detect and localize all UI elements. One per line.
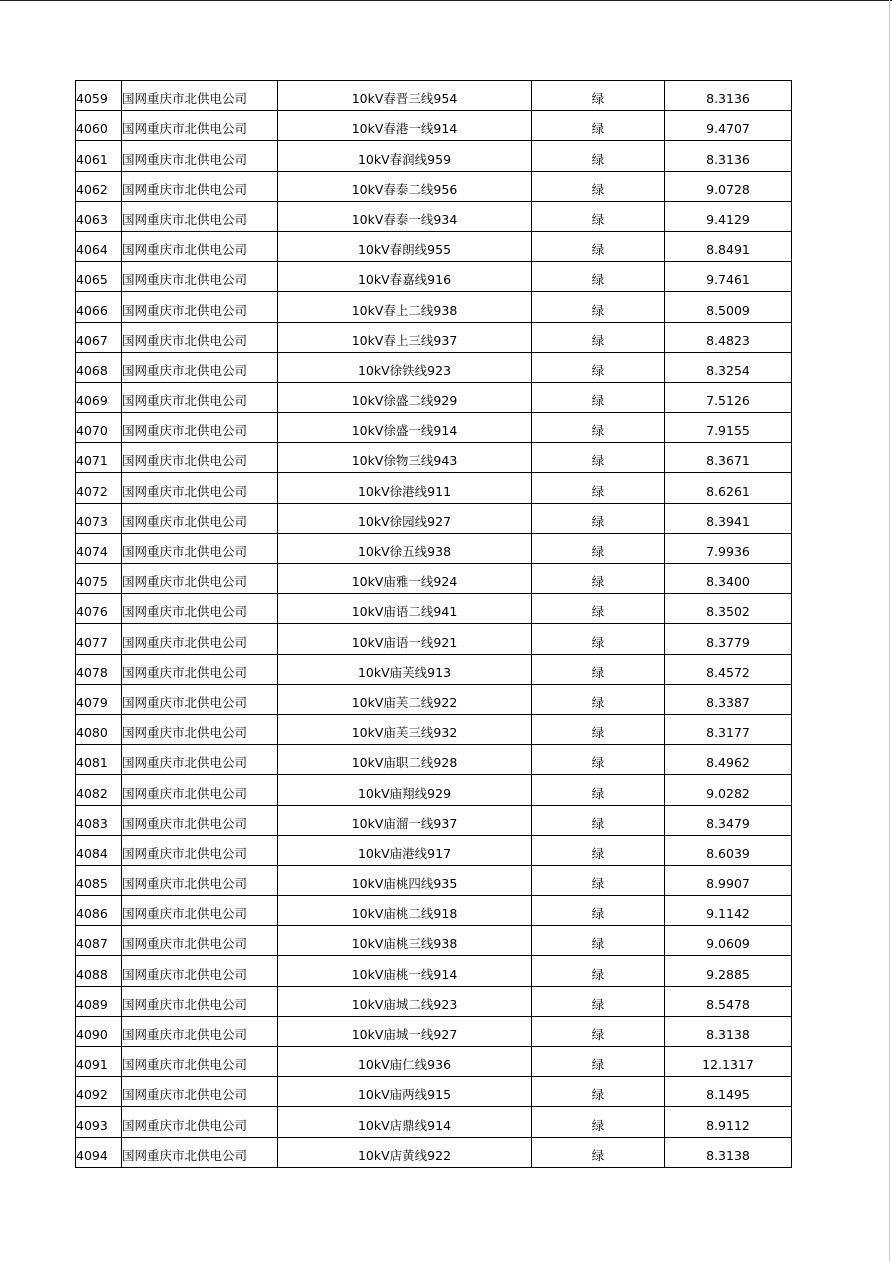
row-number-cell: 4064 bbox=[76, 231, 122, 261]
company-cell: 国网重庆市北供电公司 bbox=[122, 201, 278, 231]
table-row bbox=[76, 262, 792, 292]
line-name-cell: 10kV徐物三线943 bbox=[278, 443, 532, 473]
row-number-cell: 4071 bbox=[76, 443, 122, 473]
table-row bbox=[76, 382, 792, 412]
company-cell: 国网重庆市北供电公司 bbox=[122, 684, 278, 714]
value-cell: 9.7461 bbox=[665, 262, 792, 292]
status-cell: 绿 bbox=[532, 171, 665, 201]
table-row bbox=[76, 352, 792, 382]
value-cell: 8.4572 bbox=[665, 654, 792, 684]
line-name-cell: 10kV徐盛一线914 bbox=[278, 413, 532, 443]
row-number-cell: 4061 bbox=[76, 141, 122, 171]
row-number-cell: 4060 bbox=[76, 111, 122, 141]
status-cell: 绿 bbox=[532, 926, 665, 956]
value-cell: 9.0609 bbox=[665, 926, 792, 956]
table-row bbox=[76, 443, 792, 473]
status-cell: 绿 bbox=[532, 503, 665, 533]
company-cell: 国网重庆市北供电公司 bbox=[122, 1077, 278, 1107]
row-number-cell: 4065 bbox=[76, 262, 122, 292]
company-cell: 国网重庆市北供电公司 bbox=[122, 775, 278, 805]
status-cell: 绿 bbox=[532, 231, 665, 261]
line-name-cell: 10kV春润线959 bbox=[278, 141, 532, 171]
table-row bbox=[76, 805, 792, 835]
company-cell: 国网重庆市北供电公司 bbox=[122, 805, 278, 835]
status-cell: 绿 bbox=[532, 352, 665, 382]
row-number-cell: 4069 bbox=[76, 382, 122, 412]
status-cell: 绿 bbox=[532, 594, 665, 624]
row-number-cell: 4090 bbox=[76, 1016, 122, 1046]
row-number-cell: 4083 bbox=[76, 805, 122, 835]
status-cell: 绿 bbox=[532, 865, 665, 895]
value-cell: 8.3779 bbox=[665, 624, 792, 654]
value-cell: 8.3400 bbox=[665, 564, 792, 594]
company-cell: 国网重庆市北供电公司 bbox=[122, 624, 278, 654]
company-cell: 国网重庆市北供电公司 bbox=[122, 473, 278, 503]
company-cell: 国网重庆市北供电公司 bbox=[122, 322, 278, 352]
company-cell: 国网重庆市北供电公司 bbox=[122, 714, 278, 744]
table-row bbox=[76, 865, 792, 895]
status-cell: 绿 bbox=[532, 1137, 665, 1167]
value-cell: 8.3136 bbox=[665, 81, 792, 111]
company-cell: 国网重庆市北供电公司 bbox=[122, 111, 278, 141]
table-row bbox=[76, 81, 792, 111]
line-name-cell: 10kV春晋三线954 bbox=[278, 81, 532, 111]
line-name-cell: 10kV徐港线911 bbox=[278, 473, 532, 503]
status-cell: 绿 bbox=[532, 292, 665, 322]
status-cell: 绿 bbox=[532, 745, 665, 775]
row-number-cell: 4078 bbox=[76, 654, 122, 684]
company-cell: 国网重庆市北供电公司 bbox=[122, 1016, 278, 1046]
row-number-cell: 4059 bbox=[76, 81, 122, 111]
value-cell: 9.0282 bbox=[665, 775, 792, 805]
table-row bbox=[76, 322, 792, 352]
table-row bbox=[76, 1107, 792, 1137]
value-cell: 8.3138 bbox=[665, 1016, 792, 1046]
table-row bbox=[76, 141, 792, 171]
value-cell: 8.4962 bbox=[665, 745, 792, 775]
company-cell: 国网重庆市北供电公司 bbox=[122, 533, 278, 563]
table-row bbox=[76, 1016, 792, 1046]
company-cell: 国网重庆市北供电公司 bbox=[122, 956, 278, 986]
table-row bbox=[76, 171, 792, 201]
row-number-cell: 4092 bbox=[76, 1077, 122, 1107]
row-number-cell: 4067 bbox=[76, 322, 122, 352]
table-row bbox=[76, 775, 792, 805]
company-cell: 国网重庆市北供电公司 bbox=[122, 443, 278, 473]
status-cell: 绿 bbox=[532, 1107, 665, 1137]
line-name-cell: 10kV庙桃一线914 bbox=[278, 956, 532, 986]
value-cell: 8.3941 bbox=[665, 503, 792, 533]
line-name-cell: 10kV庙芙三线932 bbox=[278, 714, 532, 744]
status-cell: 绿 bbox=[532, 835, 665, 865]
row-number-cell: 4094 bbox=[76, 1137, 122, 1167]
row-number-cell: 4093 bbox=[76, 1107, 122, 1137]
value-cell: 7.5126 bbox=[665, 382, 792, 412]
status-cell: 绿 bbox=[532, 201, 665, 231]
value-cell: 8.3254 bbox=[665, 352, 792, 382]
line-name-cell: 10kV庙桃四线935 bbox=[278, 865, 532, 895]
status-cell: 绿 bbox=[532, 141, 665, 171]
table-body bbox=[76, 81, 792, 1168]
row-number-cell: 4070 bbox=[76, 413, 122, 443]
status-cell: 绿 bbox=[532, 775, 665, 805]
line-name-cell: 10kV春上三线937 bbox=[278, 322, 532, 352]
line-name-cell: 10kV庙语二线941 bbox=[278, 594, 532, 624]
table-row bbox=[76, 714, 792, 744]
row-number-cell: 4091 bbox=[76, 1047, 122, 1077]
table-row bbox=[76, 684, 792, 714]
company-cell: 国网重庆市北供电公司 bbox=[122, 81, 278, 111]
row-number-cell: 4077 bbox=[76, 624, 122, 654]
table-row bbox=[76, 111, 792, 141]
company-cell: 国网重庆市北供电公司 bbox=[122, 564, 278, 594]
status-cell: 绿 bbox=[532, 1016, 665, 1046]
status-cell: 绿 bbox=[532, 473, 665, 503]
value-cell: 8.8491 bbox=[665, 231, 792, 261]
row-number-cell: 4072 bbox=[76, 473, 122, 503]
row-number-cell: 4087 bbox=[76, 926, 122, 956]
line-name-cell: 10kV庙桃二线918 bbox=[278, 896, 532, 926]
table-row bbox=[76, 503, 792, 533]
line-name-cell: 10kV庙两线915 bbox=[278, 1077, 532, 1107]
status-cell: 绿 bbox=[532, 533, 665, 563]
company-cell: 国网重庆市北供电公司 bbox=[122, 171, 278, 201]
company-cell: 国网重庆市北供电公司 bbox=[122, 865, 278, 895]
row-number-cell: 4089 bbox=[76, 986, 122, 1016]
row-number-cell: 4075 bbox=[76, 564, 122, 594]
line-name-cell: 10kV春嘉线916 bbox=[278, 262, 532, 292]
status-cell: 绿 bbox=[532, 684, 665, 714]
row-number-cell: 4068 bbox=[76, 352, 122, 382]
value-cell: 8.3177 bbox=[665, 714, 792, 744]
row-number-cell: 4073 bbox=[76, 503, 122, 533]
line-name-cell: 10kV庙雅一线924 bbox=[278, 564, 532, 594]
line-name-cell: 10kV庙芙线913 bbox=[278, 654, 532, 684]
value-cell: 8.9112 bbox=[665, 1107, 792, 1137]
status-cell: 绿 bbox=[532, 624, 665, 654]
value-cell: 9.1142 bbox=[665, 896, 792, 926]
status-cell: 绿 bbox=[532, 896, 665, 926]
line-name-cell: 10kV店黄线922 bbox=[278, 1137, 532, 1167]
company-cell: 国网重庆市北供电公司 bbox=[122, 1137, 278, 1167]
value-cell: 7.9936 bbox=[665, 533, 792, 563]
company-cell: 国网重庆市北供电公司 bbox=[122, 986, 278, 1016]
company-cell: 国网重庆市北供电公司 bbox=[122, 231, 278, 261]
status-cell: 绿 bbox=[532, 382, 665, 412]
value-cell: 8.9907 bbox=[665, 865, 792, 895]
status-cell: 绿 bbox=[532, 714, 665, 744]
status-cell: 绿 bbox=[532, 322, 665, 352]
line-name-cell: 10kV庙翔线929 bbox=[278, 775, 532, 805]
value-cell: 9.4129 bbox=[665, 201, 792, 231]
value-cell: 8.3136 bbox=[665, 141, 792, 171]
row-number-cell: 4076 bbox=[76, 594, 122, 624]
line-name-cell: 10kV庙城二线923 bbox=[278, 986, 532, 1016]
page-right-edge bbox=[889, 0, 890, 1262]
table-row bbox=[76, 1047, 792, 1077]
line-name-cell: 10kV店鼎线914 bbox=[278, 1107, 532, 1137]
table-row bbox=[76, 231, 792, 261]
row-number-cell: 4081 bbox=[76, 745, 122, 775]
company-cell: 国网重庆市北供电公司 bbox=[122, 594, 278, 624]
value-cell: 8.3387 bbox=[665, 684, 792, 714]
company-cell: 国网重庆市北供电公司 bbox=[122, 835, 278, 865]
value-cell: 12.1317 bbox=[665, 1047, 792, 1077]
status-cell: 绿 bbox=[532, 262, 665, 292]
status-cell: 绿 bbox=[532, 1077, 665, 1107]
table-row bbox=[76, 413, 792, 443]
company-cell: 国网重庆市北供电公司 bbox=[122, 654, 278, 684]
line-name-cell: 10kV庙职二线928 bbox=[278, 745, 532, 775]
line-name-cell: 10kV庙港线917 bbox=[278, 835, 532, 865]
status-cell: 绿 bbox=[532, 111, 665, 141]
line-name-cell: 10kV春港一线914 bbox=[278, 111, 532, 141]
company-cell: 国网重庆市北供电公司 bbox=[122, 896, 278, 926]
line-name-cell: 10kV庙芙二线922 bbox=[278, 684, 532, 714]
row-number-cell: 4082 bbox=[76, 775, 122, 805]
company-cell: 国网重庆市北供电公司 bbox=[122, 745, 278, 775]
value-cell: 8.3479 bbox=[665, 805, 792, 835]
row-number-cell: 4079 bbox=[76, 684, 122, 714]
value-cell: 7.9155 bbox=[665, 413, 792, 443]
company-cell: 国网重庆市北供电公司 bbox=[122, 503, 278, 533]
status-cell: 绿 bbox=[532, 986, 665, 1016]
value-cell: 8.3138 bbox=[665, 1137, 792, 1167]
value-cell: 8.3502 bbox=[665, 594, 792, 624]
page-top-border bbox=[0, 0, 892, 1]
company-cell: 国网重庆市北供电公司 bbox=[122, 141, 278, 171]
company-cell: 国网重庆市北供电公司 bbox=[122, 1107, 278, 1137]
value-cell: 8.6261 bbox=[665, 473, 792, 503]
table-row bbox=[76, 533, 792, 563]
company-cell: 国网重庆市北供电公司 bbox=[122, 292, 278, 322]
value-cell: 8.1495 bbox=[665, 1077, 792, 1107]
line-name-cell: 10kV庙城一线927 bbox=[278, 1016, 532, 1046]
table-row bbox=[76, 896, 792, 926]
line-name-cell: 10kV春泰一线934 bbox=[278, 201, 532, 231]
line-name-cell: 10kV徐五线938 bbox=[278, 533, 532, 563]
table-row bbox=[76, 745, 792, 775]
line-name-cell: 10kV徐铁线923 bbox=[278, 352, 532, 382]
status-cell: 绿 bbox=[532, 81, 665, 111]
status-cell: 绿 bbox=[532, 413, 665, 443]
row-number-cell: 4062 bbox=[76, 171, 122, 201]
table-row bbox=[76, 564, 792, 594]
status-cell: 绿 bbox=[532, 443, 665, 473]
table-row bbox=[76, 1137, 792, 1167]
table-row bbox=[76, 201, 792, 231]
value-cell: 8.3671 bbox=[665, 443, 792, 473]
line-name-cell: 10kV庙桃三线938 bbox=[278, 926, 532, 956]
company-cell: 国网重庆市北供电公司 bbox=[122, 262, 278, 292]
table-row bbox=[76, 292, 792, 322]
table-row bbox=[76, 594, 792, 624]
line-name-cell: 10kV春上二线938 bbox=[278, 292, 532, 322]
row-number-cell: 4088 bbox=[76, 956, 122, 986]
table-row bbox=[76, 986, 792, 1016]
value-cell: 8.5478 bbox=[665, 986, 792, 1016]
status-cell: 绿 bbox=[532, 564, 665, 594]
row-number-cell: 4085 bbox=[76, 865, 122, 895]
company-cell: 国网重庆市北供电公司 bbox=[122, 1047, 278, 1077]
company-cell: 国网重庆市北供电公司 bbox=[122, 352, 278, 382]
table-row bbox=[76, 473, 792, 503]
status-cell: 绿 bbox=[532, 805, 665, 835]
status-cell: 绿 bbox=[532, 654, 665, 684]
line-name-cell: 10kV春朗线955 bbox=[278, 231, 532, 261]
status-cell: 绿 bbox=[532, 956, 665, 986]
company-cell: 国网重庆市北供电公司 bbox=[122, 926, 278, 956]
data-table bbox=[75, 80, 792, 1168]
value-cell: 8.6039 bbox=[665, 835, 792, 865]
row-number-cell: 4066 bbox=[76, 292, 122, 322]
table-row bbox=[76, 624, 792, 654]
company-cell: 国网重庆市北供电公司 bbox=[122, 382, 278, 412]
status-cell: 绿 bbox=[532, 1047, 665, 1077]
line-name-cell: 10kV庙溜一线937 bbox=[278, 805, 532, 835]
value-cell: 8.5009 bbox=[665, 292, 792, 322]
value-cell: 8.4823 bbox=[665, 322, 792, 352]
table-row bbox=[76, 926, 792, 956]
table-row bbox=[76, 956, 792, 986]
company-cell: 国网重庆市北供电公司 bbox=[122, 413, 278, 443]
table-row bbox=[76, 654, 792, 684]
row-number-cell: 4084 bbox=[76, 835, 122, 865]
value-cell: 9.2885 bbox=[665, 956, 792, 986]
line-name-cell: 10kV庙仁线936 bbox=[278, 1047, 532, 1077]
table-row bbox=[76, 1077, 792, 1107]
row-number-cell: 4080 bbox=[76, 714, 122, 744]
row-number-cell: 4086 bbox=[76, 896, 122, 926]
line-name-cell: 10kV徐园线927 bbox=[278, 503, 532, 533]
row-number-cell: 4063 bbox=[76, 201, 122, 231]
value-cell: 9.0728 bbox=[665, 171, 792, 201]
line-name-cell: 10kV春泰二线956 bbox=[278, 171, 532, 201]
line-name-cell: 10kV徐盛二线929 bbox=[278, 382, 532, 412]
value-cell: 9.4707 bbox=[665, 111, 792, 141]
table-row bbox=[76, 835, 792, 865]
line-name-cell: 10kV庙语一线921 bbox=[278, 624, 532, 654]
row-number-cell: 4074 bbox=[76, 533, 122, 563]
